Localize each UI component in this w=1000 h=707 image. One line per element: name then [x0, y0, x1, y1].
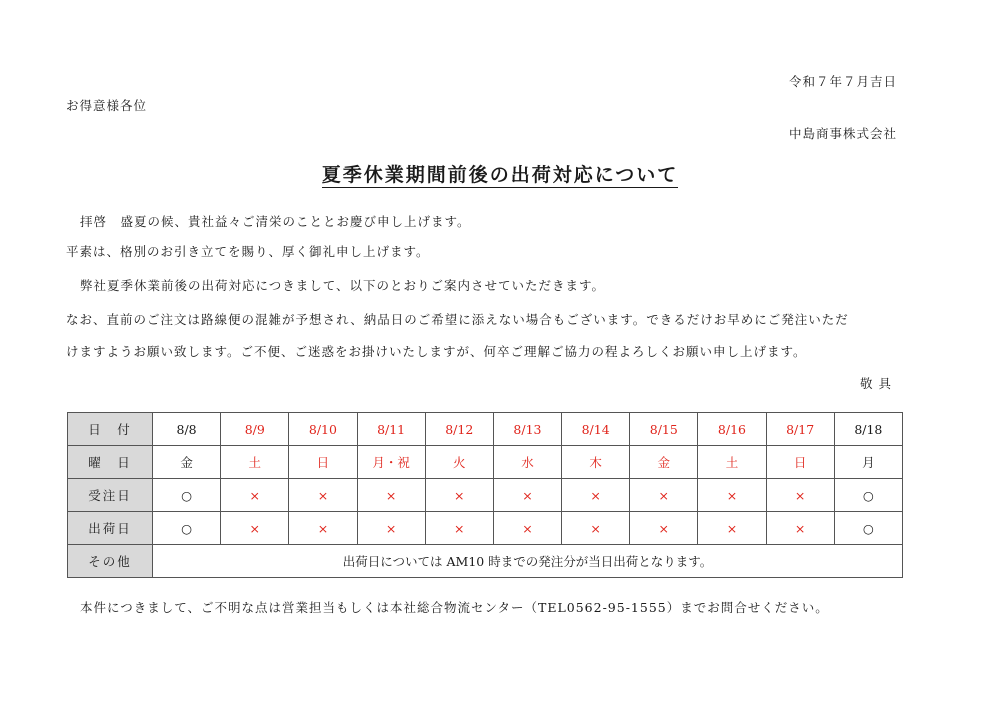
weekday-cell: 月 [834, 446, 902, 479]
date-cell: 8/11 [357, 413, 425, 446]
date-cell: 8/16 [698, 413, 766, 446]
announcement-paragraph: 弊社夏季休業前後の出荷対応につきまして、以下のとおりご案内させていただきます。 [80, 278, 606, 293]
date-cell: 8/10 [289, 413, 357, 446]
date-cell: 8/9 [221, 413, 289, 446]
date-cell: 8/8 [153, 413, 221, 446]
ship-cell: × [562, 512, 630, 545]
date-cell: 8/13 [493, 413, 561, 446]
row-label-order: 受注日 [68, 479, 153, 512]
date-cell: 8/17 [766, 413, 834, 446]
date-cell: 8/15 [630, 413, 698, 446]
greeting-paragraph: 拝啓 盛夏の候、貴社益々ご清栄のこととお慶び申し上げます。 [80, 214, 471, 229]
contact-footer: 本件につきまして、ご不明な点は営業担当もしくは本社総合物流センター（TEL0562-95-1555）までお問合せください。 [80, 600, 829, 615]
order-cell: ○ [834, 479, 902, 512]
weekday-cell: 火 [425, 446, 493, 479]
table-row-ship-days [68, 512, 903, 545]
order-cell: × [221, 479, 289, 512]
ship-cell: × [357, 512, 425, 545]
weekday-cell: 水 [493, 446, 561, 479]
order-cell: × [698, 479, 766, 512]
notice-paragraph-line1: なお、直前のご注文は路線便の混雑が予想され、納品日のご希望に添えない場合もございます。できるだけお早めにご発注いただ [66, 312, 849, 327]
document-title [0, 160, 1000, 187]
order-cell: × [425, 479, 493, 512]
company-name: 中島商事株式会社 [788, 126, 897, 141]
order-cell: × [357, 479, 425, 512]
document-date: 令和７年７月吉日 [788, 74, 897, 89]
table-row-dates [68, 413, 903, 446]
weekday-cell: 日 [766, 446, 834, 479]
ship-cell: × [221, 512, 289, 545]
ship-cell: ○ [834, 512, 902, 545]
document-title-text: 夏季休業期間前後の出荷対応について [321, 164, 679, 186]
weekday-cell: 金 [153, 446, 221, 479]
ship-cell: × [425, 512, 493, 545]
order-cell: × [630, 479, 698, 512]
ship-cell: × [766, 512, 834, 545]
order-cell: × [289, 479, 357, 512]
row-label-other: その他 [68, 545, 153, 578]
weekday-cell: 金 [630, 446, 698, 479]
table-row-other [68, 545, 903, 578]
other-note-cell: 出荷日については AM10 時までの発注分が当日出荷となります。 [153, 545, 903, 578]
date-cell: 8/18 [834, 413, 902, 446]
weekday-cell: 日 [289, 446, 357, 479]
order-cell: × [766, 479, 834, 512]
order-cell: × [562, 479, 630, 512]
ship-cell: × [698, 512, 766, 545]
notice-paragraph-line2: けますようお願い致します。ご不便、ご迷惑をお掛けいたしますが、何卒ご理解ご協力の程よろしくお願い申し上げます。 [66, 344, 807, 359]
order-cell: ○ [153, 479, 221, 512]
ship-cell: ○ [153, 512, 221, 545]
row-label-weekday: 曜 日 [68, 446, 153, 479]
row-label-ship: 出荷日 [68, 512, 153, 545]
ship-cell: × [630, 512, 698, 545]
ship-cell: × [493, 512, 561, 545]
weekday-cell: 月・祝 [357, 446, 425, 479]
weekday-cell: 土 [221, 446, 289, 479]
row-label-date: 日 付 [68, 413, 153, 446]
closing-phrase: 敬具 [859, 376, 897, 391]
date-cell: 8/12 [425, 413, 493, 446]
ship-cell: × [289, 512, 357, 545]
order-cell: × [493, 479, 561, 512]
shipping-schedule-table [67, 412, 903, 578]
thanks-paragraph: 平素は、格別のお引き立てを賜り、厚く御礼申し上げます。 [66, 244, 430, 259]
date-cell: 8/14 [562, 413, 630, 446]
addressee: お得意様各位 [66, 98, 148, 113]
table-row-weekdays [68, 446, 903, 479]
weekday-cell: 土 [698, 446, 766, 479]
weekday-cell: 木 [562, 446, 630, 479]
table-row-order-days [68, 479, 903, 512]
